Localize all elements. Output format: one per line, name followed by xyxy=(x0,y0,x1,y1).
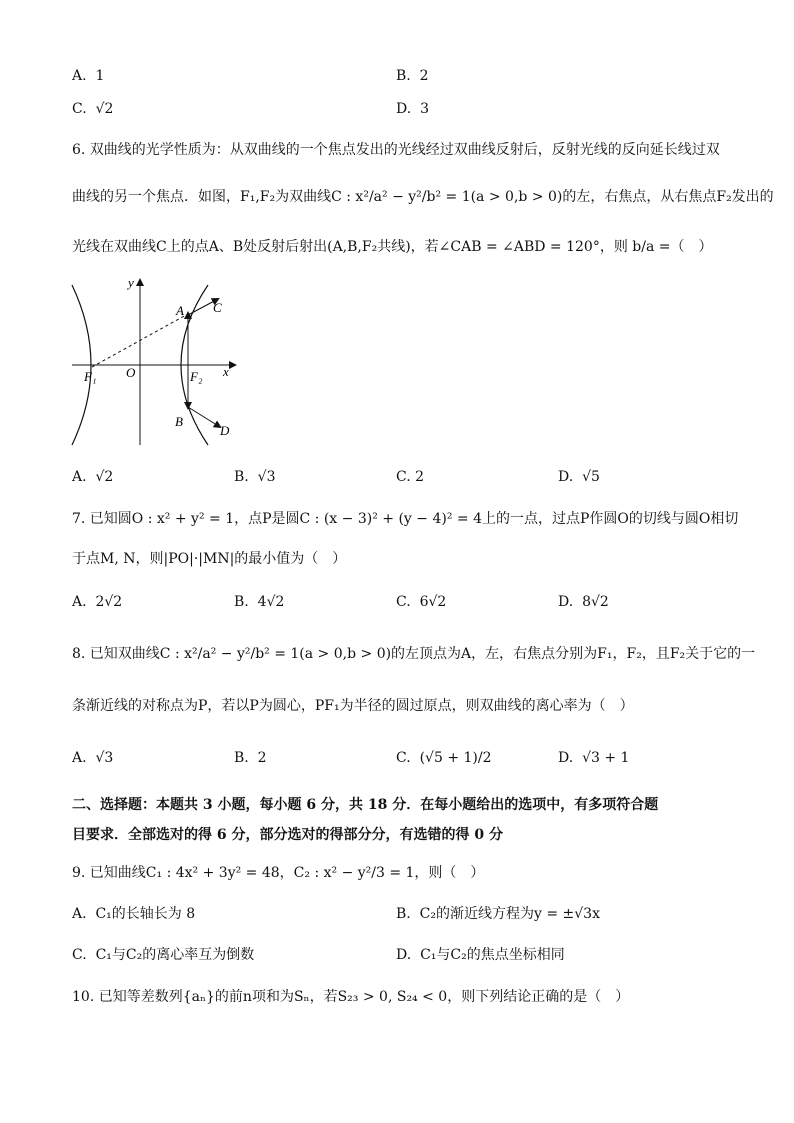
dashed-line-f1-a xyxy=(92,315,186,367)
label-b: B xyxy=(175,414,183,429)
q8-stem-line2: 条渐近线的对称点为P，若以P为圆心，PF₁为半径的圆过原点，则双曲线的离心率为（ ） xyxy=(72,698,634,714)
q6-option-c: C. 2 xyxy=(396,469,425,485)
q6-option-a: A. √2 xyxy=(72,469,114,485)
q8-option-b: B. 2 xyxy=(234,750,267,766)
label-x: x xyxy=(223,364,229,379)
q5-option-a: A. 1 xyxy=(72,68,105,84)
label-d: D xyxy=(220,423,230,438)
q7-stem-line2: 于点M, N，则|PO|·|MN|的最小值为（ ） xyxy=(72,551,347,567)
label-a: A xyxy=(176,303,184,318)
section2-heading-line1: 二、选择题：本题共 3 小题，每小题 6 分，共 18 分．在每小题给出的选项中，有多项符合题 xyxy=(72,797,659,813)
q9-option-a: A. C₁的长轴长为 8 xyxy=(72,906,196,922)
q7-option-a: A. 2√2 xyxy=(72,594,123,610)
label-c: C xyxy=(213,300,222,315)
q6-stem-line2: 曲线的另一个焦点．如图，F₁,F₂为双曲线C : x²/a² − y²/b² = 1(a > 0,b > 0)的左，右焦点，从右焦点F₂发出的 xyxy=(72,189,774,205)
q5-option-d: D. 3 xyxy=(396,101,430,117)
q7-option-d: D. 8√2 xyxy=(558,594,609,610)
label-f2: F₂ xyxy=(190,369,203,384)
q8-option-d: D. √3 + 1 xyxy=(558,750,630,766)
q7-stem-line1: 7. 已知圆O : x² + y² = 1，点P是圆C : (x − 3)² + (y − 4)² = 4上的一点，过点P作圆O的切线与圆O相切 xyxy=(72,511,739,527)
q7-option-c: C. 6√2 xyxy=(396,594,447,610)
q5-option-b: B. 2 xyxy=(396,68,429,84)
label-y: y xyxy=(128,275,134,290)
q9-option-d: D. C₁与C₂的焦点坐标相同 xyxy=(396,947,565,963)
q9-option-b: B. C₂的渐近线方程为y = ±√3x xyxy=(396,906,600,922)
q9-option-c: C. C₁与C₂的离心率互为倒数 xyxy=(72,947,255,963)
q7-option-b: B. 4√2 xyxy=(234,594,285,610)
q9-stem: 9. 已知曲线C₁ : 4x² + 3y² = 48，C₂ : x² − y²/3 = 1，则（ ） xyxy=(72,865,485,881)
q6-option-d: D. √5 xyxy=(558,469,600,485)
q8-option-a: A. √3 xyxy=(72,750,114,766)
q6-option-b: B. √3 xyxy=(234,469,276,485)
q10-stem: 10. 已知等差数列{aₙ}的前n项和为Sₙ，若S₂₃ > 0, S₂₄ < 0，则下列结论正确的是（ ） xyxy=(72,989,630,1005)
q6-stem-line3: 光线在双曲线C上的点A、B处反射后射出(A,B,F₂共线)，若∠CAB = ∠ABD = 120°，则 b/a =（ ） xyxy=(72,239,713,255)
q6-stem-line1: 6. 双曲线的光学性质为：从双曲线的一个焦点发出的光线经过双曲线反射后，反射光线的反向延长线过双 xyxy=(72,142,720,158)
q8-stem-line1: 8. 已知双曲线C : x²/a² − y²/b² = 1(a > 0,b > 0)的左顶点为A，左，右焦点分别为F₁，F₂，且F₂关于它的一 xyxy=(72,646,756,662)
q5-option-c: C. √2 xyxy=(72,101,114,117)
label-f1: F₁ xyxy=(84,369,97,384)
hyperbola-figure xyxy=(70,275,250,450)
label-o: O xyxy=(126,365,136,380)
section2-heading-line2: 目要求．全部选对的得 6 分，部分选对的得部分分，有选错的得 0 分 xyxy=(72,827,503,843)
q8-option-c: C. (√5 + 1)/2 xyxy=(396,750,492,766)
